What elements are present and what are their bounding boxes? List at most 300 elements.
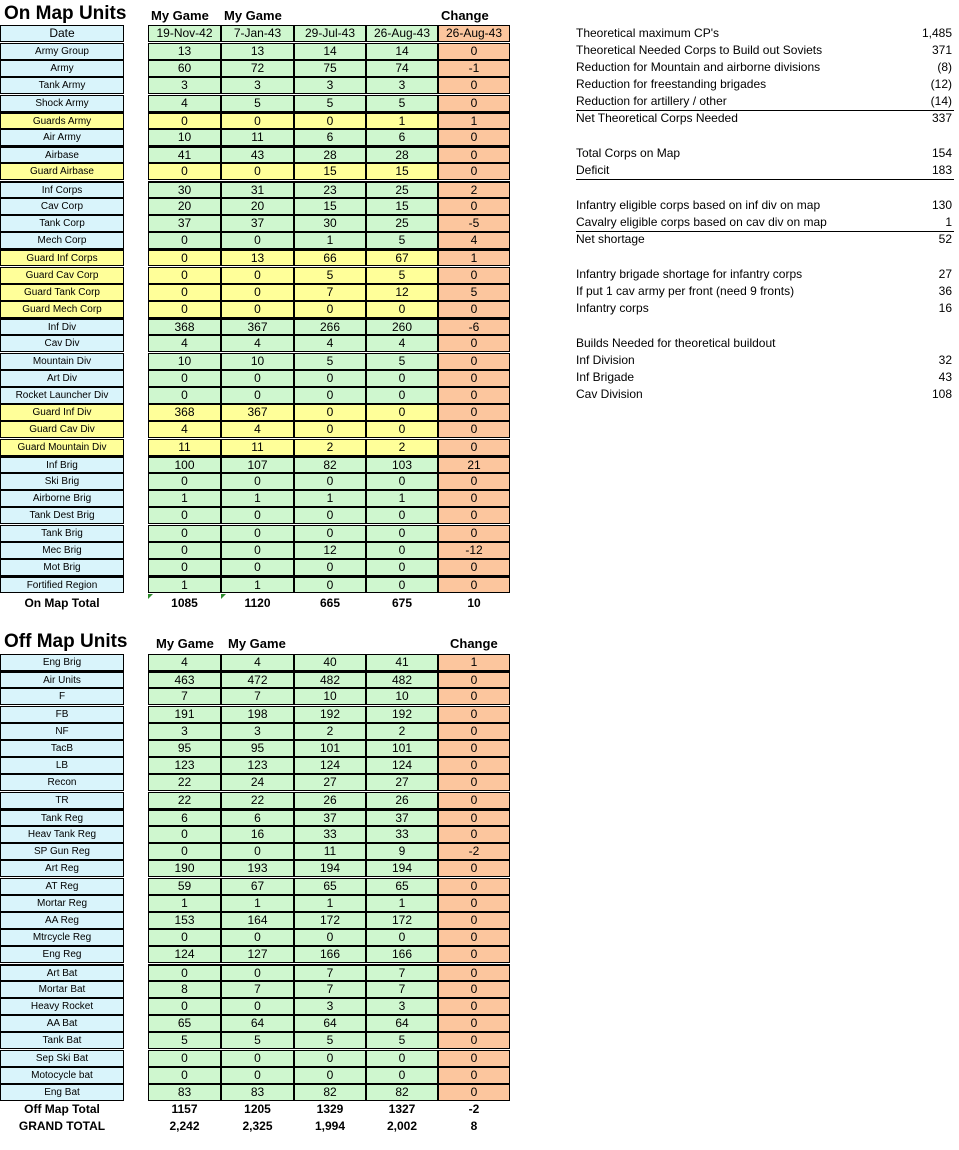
summary-value: 337 xyxy=(931,111,952,125)
on-map-value-cell: 1 xyxy=(148,576,221,593)
on-map-value-cell: 66 xyxy=(294,249,366,266)
on-map-value-cell: 5 xyxy=(366,95,438,112)
off-map-value-cell: 2 xyxy=(294,723,366,740)
off-map-value-cell: 124 xyxy=(366,757,438,774)
off-map-value-cell: 83 xyxy=(148,1084,221,1101)
off-map-value-cell: 65 xyxy=(148,1015,221,1032)
summary-label: Reduction for Mountain and airborne divisions xyxy=(576,60,821,74)
on-map-value-cell: 0 xyxy=(148,112,221,129)
off-map-row-label: SP Gun Reg xyxy=(0,843,124,860)
on-map-value-cell: 0 xyxy=(221,301,294,318)
on-map-value-cell: 103 xyxy=(366,456,438,473)
summary-row xyxy=(576,352,954,369)
off-map-change-cell: 0 xyxy=(438,860,510,877)
on-map-value-cell: 0 xyxy=(221,387,294,404)
off-map-row-label: NF xyxy=(0,723,124,740)
off-map-value-cell: 64 xyxy=(294,1015,366,1032)
on-map-value-cell: 0 xyxy=(221,232,294,249)
summary-row xyxy=(576,93,954,111)
summary-value: 36 xyxy=(938,284,952,298)
off-map-row-label: Tank Reg xyxy=(0,809,124,826)
date-col-2: 7-Jan-43 xyxy=(221,25,294,42)
summary-label: Reduction for artillery / other xyxy=(576,94,727,108)
on-map-value-cell: 5 xyxy=(366,353,438,370)
off-map-row-label: Mortar Bat xyxy=(0,981,124,998)
off-map-value-cell: 5 xyxy=(221,1032,294,1049)
off-map-value-cell: 67 xyxy=(221,878,294,895)
off-map-value-cell: 37 xyxy=(294,809,366,826)
on-map-value-cell: 2 xyxy=(294,439,366,456)
off-map-value-cell: 5 xyxy=(294,1032,366,1049)
off-map-value-cell: 166 xyxy=(366,946,438,963)
on-map-value-cell: 0 xyxy=(221,473,294,490)
on-map-value-cell: 82 xyxy=(294,456,366,473)
on-map-row-label: Guard Airbase xyxy=(0,163,124,180)
off-map-total-value: 1205 xyxy=(244,1102,271,1116)
on-map-value-cell: 4 xyxy=(148,335,221,352)
off-map-change-cell: 0 xyxy=(438,706,510,723)
on-map-value-cell: 0 xyxy=(294,370,366,387)
off-map-value-cell: 7 xyxy=(221,981,294,998)
off-map-row-label: Eng Reg xyxy=(0,946,124,963)
off-map-value-cell: 193 xyxy=(221,860,294,877)
summary-label: Net Theoretical Corps Needed xyxy=(576,111,738,125)
summary-row xyxy=(576,335,954,352)
off-map-value-cell: 1 xyxy=(294,895,366,912)
off-map-value-cell: 6 xyxy=(148,809,221,826)
on-map-value-cell: 0 xyxy=(366,387,438,404)
summary-label: Total Corps on Map xyxy=(576,146,681,160)
on-map-value-cell: 3 xyxy=(366,77,438,94)
on-map-value-cell: 0 xyxy=(221,112,294,129)
on-map-change-cell: 0 xyxy=(438,576,510,593)
off-map-row-label: Mtrcycle Reg xyxy=(0,929,124,946)
off-map-value-cell: 33 xyxy=(294,826,366,843)
off-map-change-cell: 0 xyxy=(438,929,510,946)
off-map-value-cell: 64 xyxy=(366,1015,438,1032)
on-map-value-cell: 75 xyxy=(294,60,366,77)
on-map-value-cell: 0 xyxy=(221,559,294,576)
on-map-change-cell: 1 xyxy=(438,249,510,266)
on-map-change-cell: 0 xyxy=(438,198,510,215)
summary-value: 130 xyxy=(931,198,952,212)
on-map-change-cell: 0 xyxy=(438,267,510,284)
off-map-value-cell: 0 xyxy=(221,929,294,946)
off-map-change-cell: 0 xyxy=(438,723,510,740)
summary-row xyxy=(576,59,954,76)
off-map-row-label: Recon xyxy=(0,774,124,791)
off-map-change-cell: 0 xyxy=(438,809,510,826)
on-map-value-cell: 0 xyxy=(148,267,221,284)
off-map-value-cell: 3 xyxy=(366,998,438,1015)
off-map-value-cell: 3 xyxy=(294,998,366,1015)
on-map-value-cell: 14 xyxy=(366,43,438,60)
off-map-value-cell: 22 xyxy=(221,792,294,809)
off-map-value-cell: 5 xyxy=(148,1032,221,1049)
on-map-row-label: Guard Inf Div xyxy=(0,404,124,421)
on-map-row-label: Guard Mountain Div xyxy=(0,439,124,456)
off-map-header-change: Change xyxy=(450,636,498,651)
on-map-row-label: Inf Brig xyxy=(0,456,124,473)
summary-label: Infantry corps xyxy=(576,301,649,315)
date-col-change: 26-Aug-43 xyxy=(438,25,510,42)
on-map-value-cell: 0 xyxy=(148,559,221,576)
off-map-value-cell: 27 xyxy=(366,774,438,791)
off-map-title: Off Map Units xyxy=(4,631,128,652)
on-map-row-label: Rocket Launcher Div xyxy=(0,387,124,404)
on-map-change-cell: -6 xyxy=(438,318,510,335)
off-map-change-cell: 0 xyxy=(438,912,510,929)
on-map-value-cell: 5 xyxy=(366,267,438,284)
off-map-value-cell: 0 xyxy=(148,1050,221,1067)
on-map-value-cell: 5 xyxy=(294,353,366,370)
on-map-value-cell: 0 xyxy=(366,473,438,490)
off-map-value-cell: 1 xyxy=(221,895,294,912)
summary-value: 1 xyxy=(945,215,952,229)
on-map-value-cell: 0 xyxy=(366,370,438,387)
on-map-change-cell: 1 xyxy=(438,112,510,129)
on-map-change-cell: 0 xyxy=(438,559,510,576)
on-map-value-cell: 0 xyxy=(148,387,221,404)
summary-label: Deficit xyxy=(576,163,610,177)
on-map-row-label: Tank Dest Brig xyxy=(0,507,124,524)
on-map-row-label: Shock Army xyxy=(0,95,124,112)
off-map-value-cell: 7 xyxy=(366,964,438,981)
off-map-value-cell: 26 xyxy=(294,792,366,809)
off-map-value-cell: 124 xyxy=(148,946,221,963)
on-map-row-label: Inf Corps xyxy=(0,181,124,198)
on-map-change-cell: 0 xyxy=(438,335,510,352)
off-map-value-cell: 9 xyxy=(366,843,438,860)
off-map-value-cell: 172 xyxy=(366,912,438,929)
on-map-change-cell: 0 xyxy=(438,490,510,507)
off-map-value-cell: 6 xyxy=(221,809,294,826)
on-map-value-cell: 0 xyxy=(221,525,294,542)
on-map-change-cell: 0 xyxy=(438,129,510,146)
off-map-value-cell: 0 xyxy=(148,998,221,1015)
summary-value: 43 xyxy=(938,370,952,384)
off-map-total-value: 1327 xyxy=(388,1102,416,1116)
off-map-value-cell: 194 xyxy=(366,860,438,877)
off-map-value-cell: 192 xyxy=(366,706,438,723)
on-map-value-cell: 4 xyxy=(148,421,221,438)
on-map-change-cell: 0 xyxy=(438,473,510,490)
off-map-value-cell: 0 xyxy=(221,843,294,860)
grand-total-value: 2,325 xyxy=(242,1119,273,1133)
off-map-value-cell: 0 xyxy=(148,1067,221,1084)
on-map-value-cell: 0 xyxy=(366,301,438,318)
off-map-row-label: Eng Brig xyxy=(0,654,124,671)
off-map-value-cell: 164 xyxy=(221,912,294,929)
on-map-value-cell: 4 xyxy=(294,335,366,352)
off-map-value-cell: 123 xyxy=(221,757,294,774)
date-label: Date xyxy=(0,25,124,42)
off-map-value-cell: 95 xyxy=(221,740,294,757)
on-map-value-cell: 0 xyxy=(294,576,366,593)
off-map-value-cell: 0 xyxy=(366,1050,438,1067)
on-map-row-label: Army xyxy=(0,60,124,77)
grand-total-value: 2,242 xyxy=(169,1119,200,1133)
off-map-value-cell: 2 xyxy=(366,723,438,740)
off-map-header-2: My Game xyxy=(228,636,286,651)
date-col-3: 29-Jul-43 xyxy=(294,25,366,42)
on-map-value-cell: 20 xyxy=(148,198,221,215)
on-map-value-cell: 4 xyxy=(366,335,438,352)
on-map-value-cell: 25 xyxy=(366,215,438,232)
off-map-change-cell: 0 xyxy=(438,826,510,843)
on-map-row-label: Airbase xyxy=(0,146,124,163)
on-map-value-cell: 0 xyxy=(148,284,221,301)
on-map-value-cell: 367 xyxy=(221,404,294,421)
off-map-value-cell: 41 xyxy=(366,654,438,671)
off-map-change-cell: -2 xyxy=(438,843,510,860)
off-map-change-cell: 0 xyxy=(438,1050,510,1067)
off-map-value-cell: 7 xyxy=(221,688,294,705)
date-col-1: 19-Nov-42 xyxy=(148,25,221,42)
on-map-value-cell: 0 xyxy=(294,404,366,421)
on-map-value-cell: 11 xyxy=(221,129,294,146)
off-map-change-cell: 0 xyxy=(438,757,510,774)
on-map-row-label: Mountain Div xyxy=(0,353,124,370)
summary-row xyxy=(576,231,954,248)
off-map-row-label: TR xyxy=(0,792,124,809)
grand-total-value: 1,994 xyxy=(314,1119,346,1133)
on-map-value-cell: 1 xyxy=(366,490,438,507)
on-map-value-cell: 1 xyxy=(148,490,221,507)
on-map-value-cell: 7 xyxy=(294,284,366,301)
on-map-value-cell: 10 xyxy=(221,353,294,370)
on-map-value-cell: 6 xyxy=(366,129,438,146)
summary-value: 52 xyxy=(938,232,952,246)
summary-label: Net shortage xyxy=(576,232,645,246)
on-map-value-cell: 0 xyxy=(366,421,438,438)
off-map-value-cell: 37 xyxy=(366,809,438,826)
on-map-row-label: Guard Cav Div xyxy=(0,421,124,438)
summary-row xyxy=(576,42,954,59)
off-map-change-cell: 0 xyxy=(438,671,510,688)
summary-value: 32 xyxy=(938,353,952,367)
off-map-value-cell: 0 xyxy=(366,929,438,946)
off-map-value-cell: 1 xyxy=(366,895,438,912)
on-map-value-cell: 11 xyxy=(148,439,221,456)
summary-label: Inf Brigade xyxy=(576,370,635,384)
on-map-header-1: My Game xyxy=(151,8,209,23)
on-map-total-value: 1120 xyxy=(244,596,271,610)
on-map-value-cell: 13 xyxy=(221,249,294,266)
off-map-change-cell: 0 xyxy=(438,895,510,912)
off-map-value-cell: 153 xyxy=(148,912,221,929)
summary-row xyxy=(576,283,954,300)
off-map-total-value: 1157 xyxy=(171,1102,198,1116)
on-map-value-cell: 367 xyxy=(221,318,294,335)
off-map-row-label: Air Units xyxy=(0,671,124,688)
summary-value: 154 xyxy=(931,146,952,160)
on-map-row-label: Guards Army xyxy=(0,112,124,129)
on-map-row-label: Tank Army xyxy=(0,77,124,94)
on-map-value-cell: 30 xyxy=(148,181,221,198)
on-map-value-cell: 43 xyxy=(221,146,294,163)
on-map-value-cell: 23 xyxy=(294,181,366,198)
on-map-change-cell: 0 xyxy=(438,146,510,163)
off-map-value-cell: 22 xyxy=(148,774,221,791)
on-map-value-cell: 0 xyxy=(366,525,438,542)
on-map-change-cell: 2 xyxy=(438,181,510,198)
off-map-value-cell: 101 xyxy=(366,740,438,757)
on-map-value-cell: 0 xyxy=(294,421,366,438)
on-map-value-cell: 15 xyxy=(366,163,438,180)
on-map-total-change: 10 xyxy=(467,596,481,610)
on-map-change-cell: 0 xyxy=(438,387,510,404)
off-map-value-cell: 40 xyxy=(294,654,366,671)
off-map-value-cell: 1 xyxy=(148,895,221,912)
on-map-row-label: Cav Div xyxy=(0,335,124,352)
on-map-row-label: Mot Brig xyxy=(0,559,124,576)
off-map-value-cell: 0 xyxy=(148,964,221,981)
off-map-change-cell: 0 xyxy=(438,1084,510,1101)
on-map-total-label: On Map Total xyxy=(24,596,100,610)
on-map-value-cell: 3 xyxy=(148,77,221,94)
on-map-value-cell: 28 xyxy=(294,146,366,163)
summary-row xyxy=(576,162,954,180)
off-map-value-cell: 198 xyxy=(221,706,294,723)
on-map-value-cell: 0 xyxy=(294,473,366,490)
on-map-value-cell: 12 xyxy=(366,284,438,301)
off-map-value-cell: 16 xyxy=(221,826,294,843)
on-map-change-cell: 0 xyxy=(438,301,510,318)
on-map-value-cell: 0 xyxy=(148,525,221,542)
on-map-title: On Map Units xyxy=(4,3,127,24)
on-map-change-cell: 0 xyxy=(438,525,510,542)
on-map-row-label: Cav Corp xyxy=(0,198,124,215)
off-map-value-cell: 3 xyxy=(221,723,294,740)
off-map-value-cell: 190 xyxy=(148,860,221,877)
on-map-value-cell: 0 xyxy=(366,559,438,576)
off-map-value-cell: 0 xyxy=(221,1050,294,1067)
on-map-value-cell: 0 xyxy=(148,163,221,180)
off-map-value-cell: 0 xyxy=(294,1067,366,1084)
on-map-row-label: Air Army xyxy=(0,129,124,146)
off-map-value-cell: 7 xyxy=(148,688,221,705)
off-map-change-cell: 0 xyxy=(438,792,510,809)
summary-value: 27 xyxy=(938,267,952,281)
summary-label: Cav Division xyxy=(576,387,643,401)
off-map-change-cell: 0 xyxy=(438,740,510,757)
off-map-value-cell: 166 xyxy=(294,946,366,963)
on-map-value-cell: 41 xyxy=(148,146,221,163)
off-map-row-label: Eng Bat xyxy=(0,1084,124,1101)
off-map-row-label: AA Reg xyxy=(0,912,124,929)
off-map-total-change: -2 xyxy=(468,1102,480,1116)
off-map-value-cell: 64 xyxy=(221,1015,294,1032)
on-map-value-cell: 1 xyxy=(221,490,294,507)
on-map-value-cell: 2 xyxy=(366,439,438,456)
off-map-row-label: AA Bat xyxy=(0,1015,124,1032)
on-map-row-label: Fortified Region xyxy=(0,576,124,593)
off-map-value-cell: 5 xyxy=(366,1032,438,1049)
off-map-change-cell: 1 xyxy=(438,654,510,671)
off-map-change-cell: 0 xyxy=(438,946,510,963)
on-map-value-cell: 0 xyxy=(148,370,221,387)
on-map-row-label: Guard Cav Corp xyxy=(0,267,124,284)
summary-row xyxy=(576,386,954,403)
on-map-change-cell: 0 xyxy=(438,507,510,524)
on-map-header-2: My Game xyxy=(224,8,282,23)
on-map-change-cell: 0 xyxy=(438,439,510,456)
summary-label: Inf Division xyxy=(576,353,635,367)
off-map-value-cell: 0 xyxy=(148,843,221,860)
off-map-value-cell: 191 xyxy=(148,706,221,723)
on-map-total-value: 665 xyxy=(319,596,341,610)
off-map-value-cell: 194 xyxy=(294,860,366,877)
summary-label: Infantry eligible corps based on inf div on map xyxy=(576,198,821,212)
on-map-value-cell: 5 xyxy=(221,95,294,112)
summary-value: (8) xyxy=(937,60,952,74)
off-map-value-cell: 124 xyxy=(294,757,366,774)
on-map-change-cell: 0 xyxy=(438,163,510,180)
on-map-value-cell: 5 xyxy=(366,232,438,249)
summary-row xyxy=(576,76,954,93)
summary-row xyxy=(576,214,954,232)
on-map-value-cell: 13 xyxy=(148,43,221,60)
summary-value: 371 xyxy=(931,43,952,57)
off-map-row-label: F xyxy=(0,688,124,705)
on-map-value-cell: 5 xyxy=(294,95,366,112)
summary-row xyxy=(576,145,954,162)
on-map-value-cell: 10 xyxy=(148,129,221,146)
on-map-change-cell: 4 xyxy=(438,232,510,249)
off-map-value-cell: 127 xyxy=(221,946,294,963)
on-map-row-label: Guard Mech Corp xyxy=(0,301,124,318)
off-map-value-cell: 27 xyxy=(294,774,366,791)
on-map-change-cell: -5 xyxy=(438,215,510,232)
summary-value: (12) xyxy=(930,77,952,91)
on-map-value-cell: 1 xyxy=(294,232,366,249)
on-map-row-label: Tank Corp xyxy=(0,215,124,232)
off-map-value-cell: 10 xyxy=(294,688,366,705)
on-map-row-label: Ski Brig xyxy=(0,473,124,490)
summary-label: Theoretical Needed Corps to Build out Soviets xyxy=(576,43,823,57)
grand-total-value: 2,002 xyxy=(386,1119,418,1133)
on-map-row-label: Mech Corp xyxy=(0,232,124,249)
on-map-change-cell: 0 xyxy=(438,421,510,438)
on-map-value-cell: 0 xyxy=(366,404,438,421)
summary-row xyxy=(576,266,954,283)
on-map-value-cell: 0 xyxy=(366,576,438,593)
on-map-value-cell: 3 xyxy=(294,77,366,94)
on-map-change-cell: 0 xyxy=(438,353,510,370)
on-map-value-cell: 0 xyxy=(294,525,366,542)
on-map-change-cell: -12 xyxy=(438,542,510,559)
on-map-change-cell: 0 xyxy=(438,77,510,94)
on-map-value-cell: 0 xyxy=(148,249,221,266)
on-map-total-value: 1085 xyxy=(171,596,198,610)
on-map-value-cell: 1 xyxy=(294,490,366,507)
off-map-total-value: 1329 xyxy=(316,1102,344,1116)
on-map-row-label: Inf Div xyxy=(0,318,124,335)
on-map-value-cell: 266 xyxy=(294,318,366,335)
on-map-value-cell: 0 xyxy=(148,301,221,318)
on-map-value-cell: 37 xyxy=(148,215,221,232)
on-map-value-cell: 4 xyxy=(221,421,294,438)
off-map-change-cell: 0 xyxy=(438,981,510,998)
on-map-row-label: Airborne Brig xyxy=(0,490,124,507)
summary-value: (14) xyxy=(930,94,952,108)
on-map-value-cell: 1 xyxy=(366,112,438,129)
on-map-row-label: Art Div xyxy=(0,370,124,387)
off-map-value-cell: 95 xyxy=(148,740,221,757)
on-map-change-cell: 21 xyxy=(438,456,510,473)
off-map-value-cell: 33 xyxy=(366,826,438,843)
